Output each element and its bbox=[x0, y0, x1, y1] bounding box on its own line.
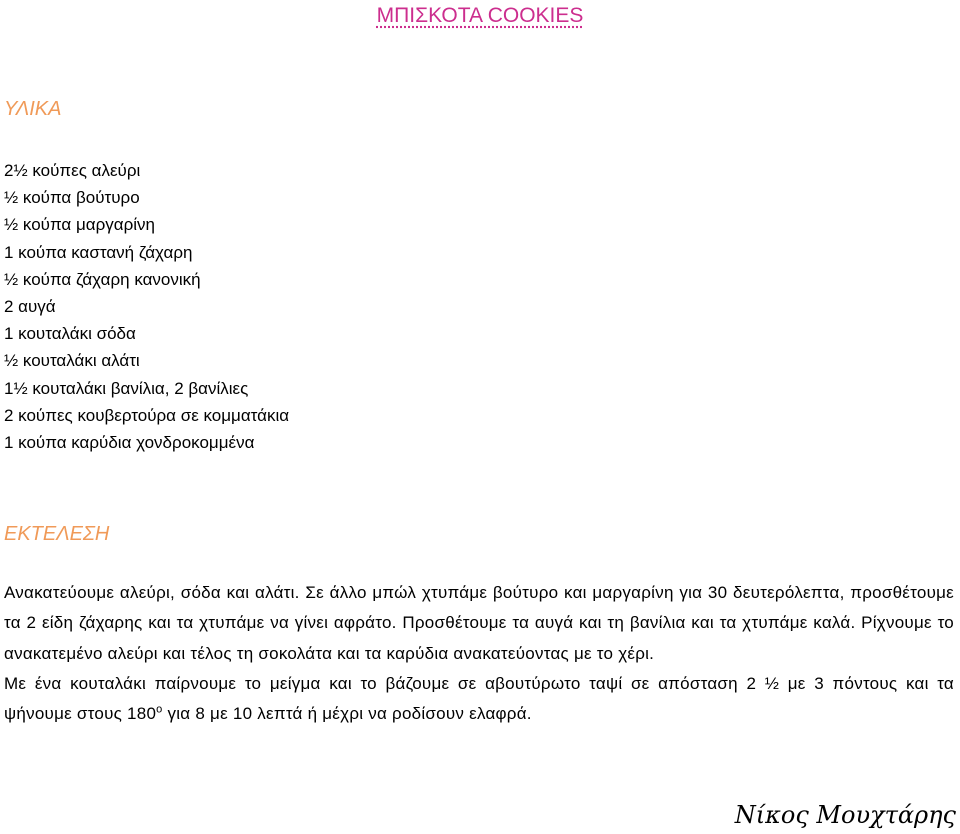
ingredient-item: ½ κούπα ζάχαρη κανονική bbox=[4, 269, 201, 289]
ingredient-item: ½ κούπα βούτυρο bbox=[4, 188, 140, 208]
degree-superscript: ο bbox=[156, 703, 163, 716]
ingredient-item: 2 κούπες κουβερτούρα σε κομματάκια bbox=[4, 405, 290, 425]
ingredient-item: 1 κούπα καστανή ζάχαρη bbox=[4, 242, 193, 262]
ingredients-list bbox=[4, 157, 289, 456]
ingredient-item: ½ κουταλάκι αλάτι bbox=[4, 351, 140, 371]
method-text-part: για 8 με 10 λεπτά ή μέχρι να ροδίσουν ελαφρά. bbox=[162, 704, 532, 724]
method-text-part: Με ένα κουταλάκι παίρνουμε το μείγμα και το βάζουμε σε αβουτύρωτο ταψί σε απόσταση 2 ½ με 3 πόντους και τα ψήνουμε στους 180 bbox=[4, 673, 954, 724]
page-title bbox=[0, 3, 960, 29]
method-paragraph: Ανακατεύουμε αλεύρι, σόδα και αλάτι. Σε άλλο μπώλ χτυπάμε βούτυρο και μαργαρίνη για 30 δευτερόλεπτα, προσθέτουμε τα 2 είδη ζάχαρης και τα χτυπάμε να γίνει αφράτο. Προσθέτουμε τα αυγά και τη βανίλια και τα χτυπάμε καλά. Ρίχνουμε το ανακατεμένο αλεύρι και τέλος τη σοκολάτα και τα καρύδια ανακατεύοντας με το χέρι. bbox=[4, 583, 954, 663]
method-heading: ΕΚΤΕΛΕΣΗ bbox=[4, 523, 110, 545]
method-text bbox=[4, 578, 954, 729]
ingredient-item: 2 αυγά bbox=[4, 297, 56, 317]
ingredients-heading: ΥΛΙΚΑ bbox=[4, 98, 62, 120]
method-paragraph bbox=[4, 669, 954, 730]
ingredient-item: ½ κούπα μαργαρίνη bbox=[4, 215, 156, 235]
ingredient-item: 1½ κουταλάκι βανίλια, 2 βανίλιες bbox=[4, 378, 249, 398]
author-signature: Νίκος Μουχτάρης bbox=[734, 801, 956, 829]
ingredient-item: 1 κουταλάκι σόδα bbox=[4, 324, 136, 344]
ingredient-item: 2½ κούπες αλεύρι bbox=[4, 161, 141, 180]
ingredient-item: 1 κούπα καρύδια χονδροκομμένα bbox=[4, 433, 255, 453]
title-text: ΜΠΙΣΚΟΤΑ COOKIES bbox=[376, 4, 584, 27]
